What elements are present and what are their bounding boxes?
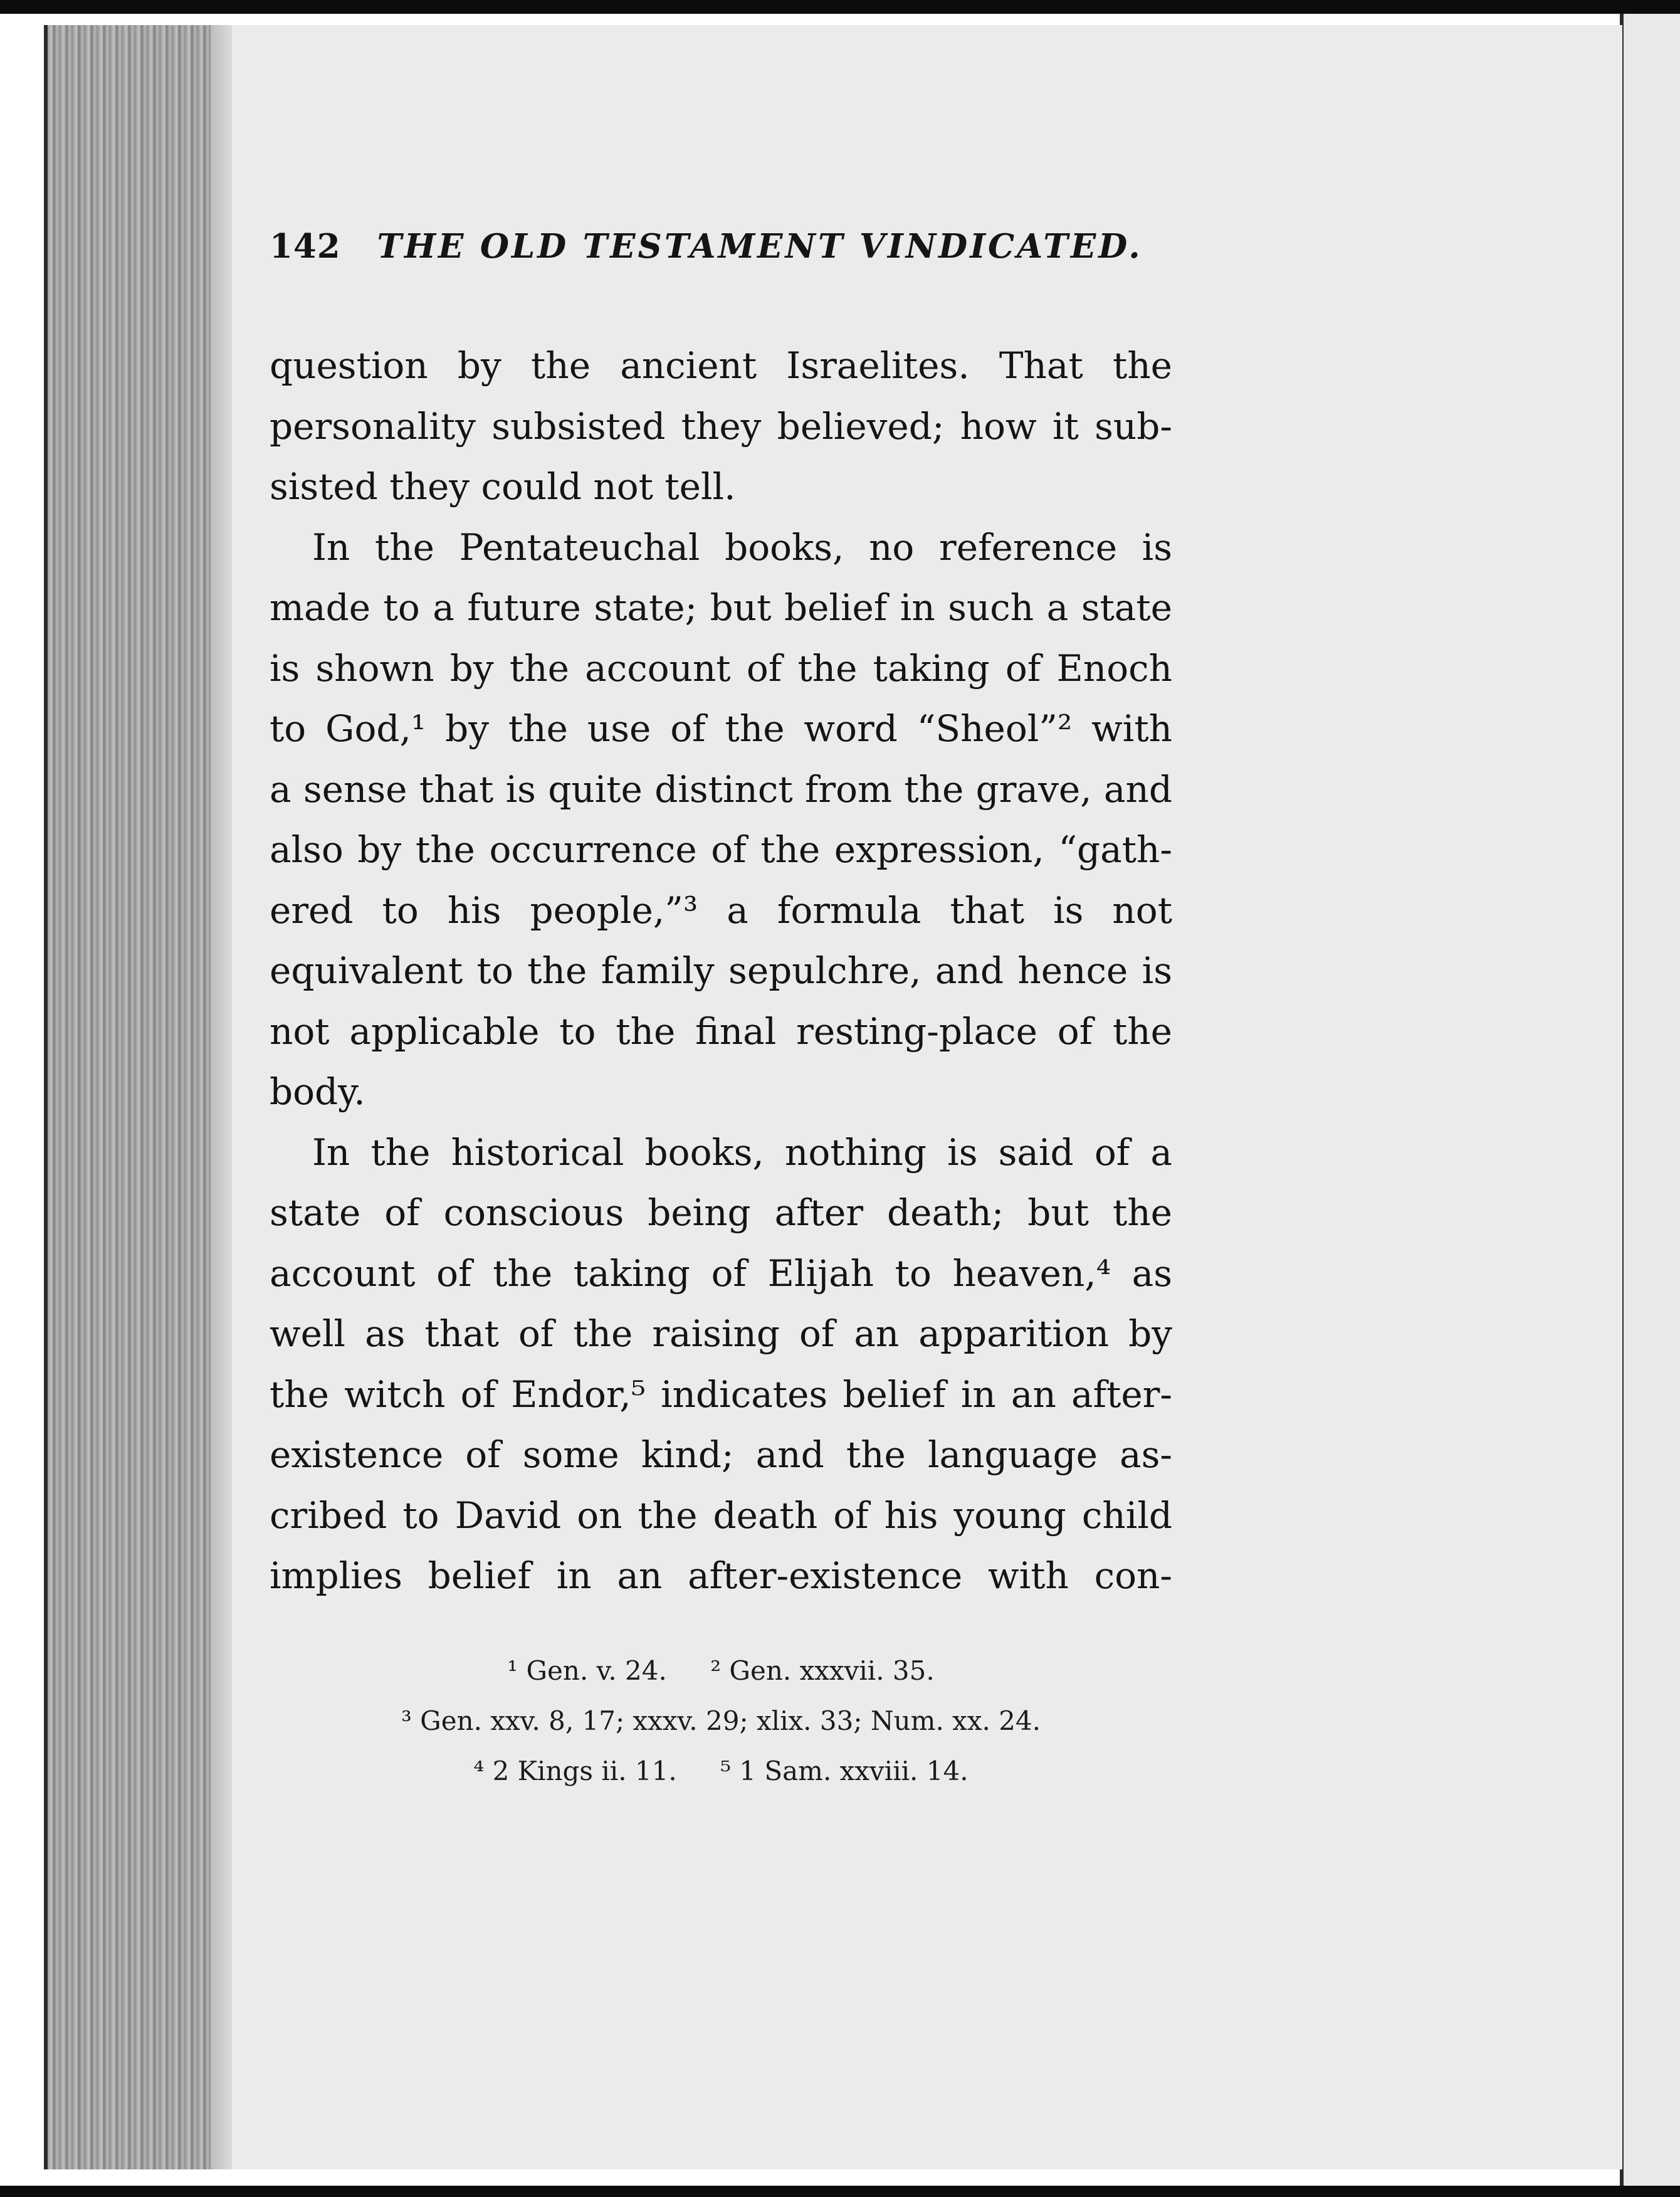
text-line: implies belief in an after-existence with con- — [270, 1554, 1172, 1597]
scan-top-border — [0, 0, 1680, 14]
footnotes — [270, 1646, 1172, 1796]
text-line: made to a future state; but belief in such a state — [270, 586, 1172, 629]
text-line: a sense that is quite distinct from the grave, and — [270, 767, 1172, 811]
text-line: also by the occurrence of the expression, “gath- — [270, 828, 1172, 871]
book-page-edges — [44, 25, 236, 2169]
text-line: In the Pentateuchal books, no reference is — [312, 525, 1172, 569]
footnote-3: ³ Gen. xxv. 8, 17; xxxv. 29; xlix. 33; Num. xx. 24. — [401, 1705, 1041, 1736]
text-line: not applicable to the final resting-place of the — [270, 1009, 1172, 1053]
scan-bottom-border — [0, 2186, 1680, 2197]
footnote-row — [270, 1696, 1172, 1746]
footnote-row — [270, 1746, 1172, 1796]
text-line: is shown by the account of the taking of Enoch — [270, 646, 1172, 690]
scan-left-margin — [0, 14, 44, 2186]
text-line: to God,¹ by the use of the word “Sheol”² with — [270, 707, 1172, 750]
text-line: account of the taking of Elijah to heaven,⁴ as — [270, 1251, 1172, 1295]
text-line: In the historical books, nothing is said of a — [312, 1130, 1172, 1174]
footnote-row — [270, 1646, 1172, 1696]
text-line: question by the ancient Israelites. That the — [270, 344, 1172, 387]
text-line: equivalent to the family sepulchre, and hence is — [270, 949, 1172, 992]
text-line: cribed to David on the death of his young child — [270, 1494, 1172, 1537]
footnote-2: ² Gen. xxxvii. 35. — [710, 1655, 935, 1686]
text-line: personality subsisted they believed; how it sub- — [270, 404, 1172, 448]
text-line: well as that of the raising of an apparition by — [270, 1312, 1172, 1355]
text-line: existence of some kind; and the language as- — [270, 1433, 1172, 1476]
text-line: body. — [270, 1070, 365, 1113]
text-line: state of conscious being after death; but the — [270, 1191, 1172, 1234]
facing-page-edge — [1620, 14, 1680, 2186]
footnote-4: ⁴ 2 Kings ii. 11. — [473, 1756, 677, 1786]
running-title: THE OLD TESTAMENT VINDICATED. — [377, 227, 1143, 266]
text-line: the witch of Endor,⁵ indicates belief in an after- — [270, 1372, 1172, 1416]
page-number: 142 — [270, 227, 341, 266]
footnote-1: ¹ Gen. v. 24. — [507, 1655, 667, 1686]
text-line: sisted they could not tell. — [270, 465, 736, 508]
body-text — [270, 335, 1172, 1606]
footnote-5: ⁵ 1 Sam. xxviii. 14. — [720, 1756, 969, 1786]
page-header — [270, 227, 1398, 266]
text-line: ered to his people,”³ a formula that is not — [270, 888, 1172, 932]
